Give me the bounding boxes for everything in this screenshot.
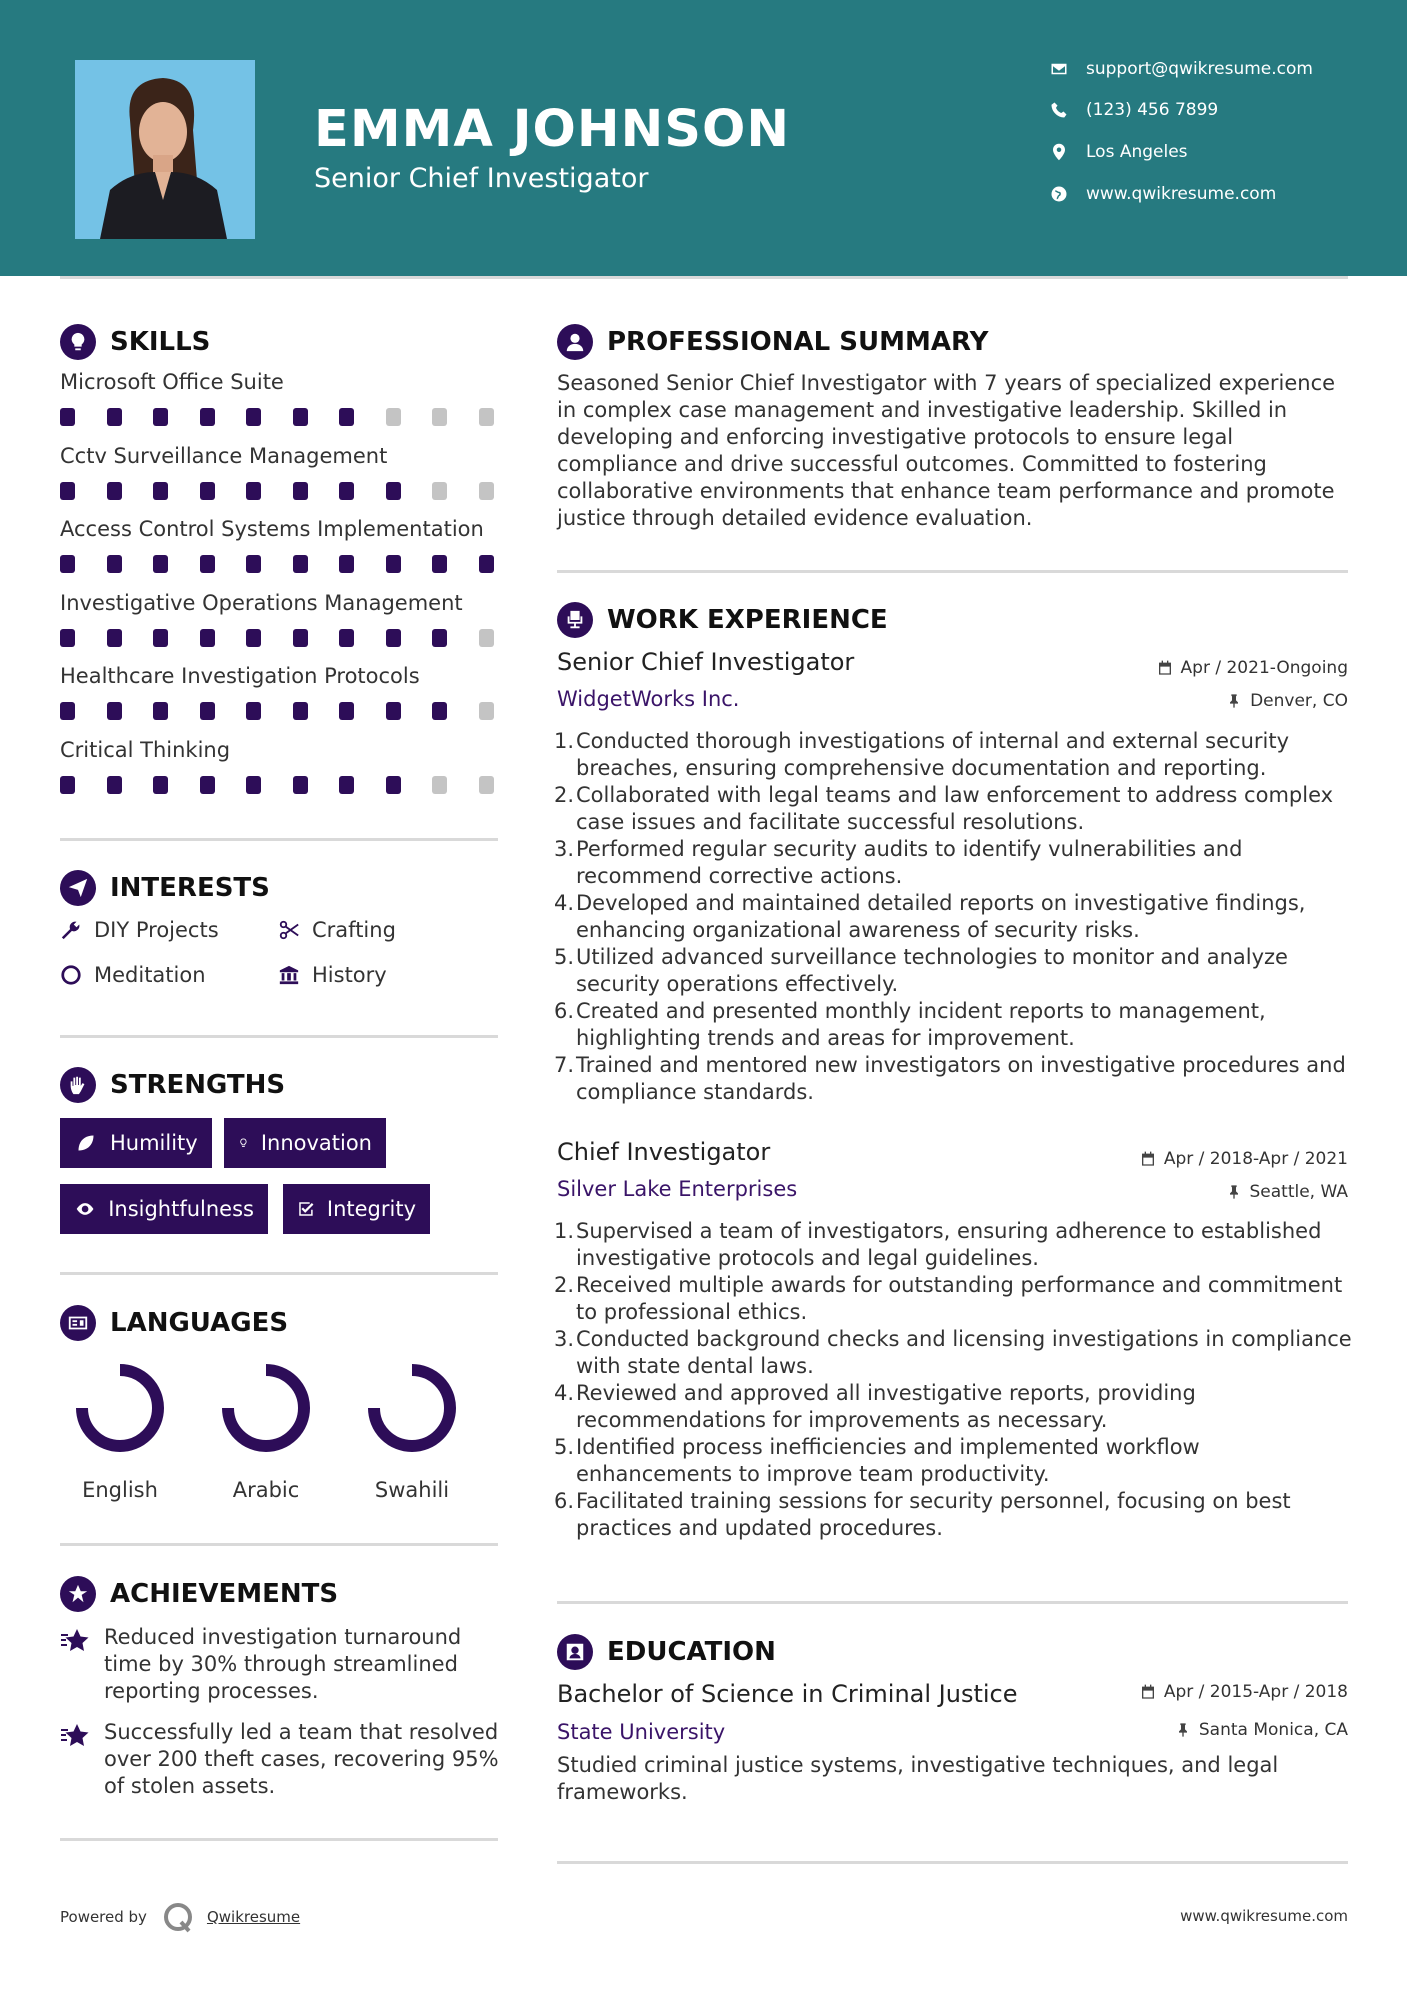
skill-dot	[246, 776, 261, 794]
skill-rating	[60, 702, 500, 720]
office-chair-icon	[557, 602, 593, 638]
strength-tag-innovation	[224, 1118, 386, 1168]
language-label: English	[82, 1478, 158, 1502]
skill-dot	[479, 555, 494, 573]
pushpin-icon	[1226, 1184, 1242, 1200]
bullet-number: 1.	[553, 729, 574, 753]
lightbulb-icon	[60, 324, 96, 360]
interests-divider	[60, 1035, 498, 1038]
job-location-text: Seattle, WA	[1249, 1182, 1348, 1202]
bullet-text: Trained and mentored new investigators on investigative procedures and compliance standards.	[576, 1053, 1346, 1104]
skill-dot	[479, 776, 494, 794]
strength-label: Insightfulness	[108, 1197, 254, 1221]
interest-label: DIY Projects	[94, 918, 219, 942]
bullet-text: Supervised a team of investigators, ensuring adherence to established investigative protocols and legal guidelines.	[576, 1219, 1322, 1270]
job-location	[1226, 1182, 1349, 1202]
paper-plane-icon	[60, 870, 96, 906]
skill-dot	[339, 555, 354, 573]
job-bullet	[552, 836, 1352, 890]
skill-name: Access Control Systems Implementation	[60, 517, 484, 541]
skill-dot	[107, 702, 122, 720]
id-card-icon	[60, 1305, 96, 1341]
skill-name: Healthcare Investigation Protocols	[60, 664, 420, 688]
strength-label: Integrity	[326, 1197, 416, 1221]
wrench-icon	[60, 919, 82, 941]
header-divider	[60, 276, 1348, 279]
skill-dot	[432, 555, 447, 573]
job-dates	[1140, 1149, 1348, 1169]
achievement-item	[60, 1624, 500, 1705]
education-location-text: Santa Monica, CA	[1198, 1720, 1348, 1740]
skill-name: Investigative Operations Management	[60, 590, 463, 615]
skill-dot	[107, 408, 122, 426]
education-description: Studied criminal justice systems, investigative techniques, and legal frameworks.	[557, 1753, 1279, 1804]
bullet-text: Conducted thorough investigations of internal and external security breaches, ensuring comprehensive documentation and reporting.	[576, 729, 1290, 780]
footer-brand-link[interactable]: Qwikresume	[206, 1908, 301, 1926]
skill-dot	[479, 408, 494, 426]
scissors-icon	[278, 919, 300, 941]
achievements-divider	[60, 1838, 498, 1841]
skills-heading	[60, 324, 210, 360]
pushpin-icon	[1226, 693, 1242, 709]
skill-dot	[107, 776, 122, 794]
job-bullet	[552, 1488, 1352, 1542]
job-dates-text: Apr / 2018-Apr / 2021	[1163, 1149, 1348, 1169]
skill-dot	[246, 408, 261, 426]
star-icon	[60, 1626, 90, 1656]
skill-rating	[60, 555, 500, 573]
language-level-arc	[374, 1370, 450, 1446]
star-icon	[60, 1721, 90, 1751]
strength-label: Humility	[110, 1131, 198, 1155]
skill-name: Critical Thinking	[60, 737, 231, 762]
phone-icon	[1050, 101, 1068, 119]
skill-dot	[246, 555, 261, 573]
strengths-heading	[60, 1067, 285, 1103]
bullet-text: Performed regular security audits to identify vulnerabilities and recommend corrective actions.	[576, 837, 1243, 888]
calendar-icon	[1157, 660, 1173, 676]
globe-icon	[1050, 185, 1068, 203]
skill-dot	[153, 776, 168, 794]
skill-dot	[339, 629, 354, 647]
skill-dot	[107, 555, 122, 573]
skill-dot	[479, 702, 494, 720]
job-title: Chief Investigator	[557, 1138, 771, 1166]
skill-dot	[386, 408, 401, 426]
raised-hand-icon	[60, 1067, 96, 1103]
bullet-text: Utilized advanced surveillance technologies to monitor and analyze security operations effectively.	[576, 945, 1288, 996]
skill-rating	[60, 482, 500, 500]
language-label: Swahili	[374, 1478, 450, 1502]
skill-dot	[153, 555, 168, 573]
skill-dot	[432, 482, 447, 500]
skill-dot	[479, 482, 494, 500]
languages-heading	[60, 1305, 288, 1341]
job-dates	[1157, 658, 1348, 678]
job-bullet	[552, 890, 1352, 944]
interests-heading-text: INTERESTS	[110, 873, 270, 903]
summary-heading-text: PROFESSIONAL SUMMARY	[607, 327, 989, 357]
education-heading	[557, 1634, 776, 1670]
job-bullet	[552, 1272, 1352, 1326]
skill-rating	[60, 776, 500, 794]
bullet-number: 1.	[553, 1219, 574, 1243]
achievement-text: Successfully led a team that resolved over 200 theft cases, recovering 95% of stolen assets.	[104, 1720, 499, 1798]
job-bullet	[552, 944, 1352, 998]
interest-meditation	[60, 963, 206, 987]
skill-rating	[60, 629, 500, 647]
strength-label: Innovation	[260, 1131, 372, 1155]
interest-crafting	[278, 918, 396, 942]
bullet-text: Facilitated training sessions for security personnel, focusing on best practices and updated procedures.	[576, 1489, 1291, 1540]
skill-dot	[339, 482, 354, 500]
contact-website-text: www.qwikresume.com	[1086, 184, 1277, 204]
user-icon	[557, 324, 593, 360]
candidate-name: EMMA JOHNSON	[314, 100, 791, 159]
job-bullet	[552, 728, 1352, 782]
interests-heading	[60, 870, 270, 906]
language-level-ring	[216, 1358, 316, 1458]
skill-dot	[293, 776, 308, 794]
bullet-number: 3.	[553, 837, 574, 861]
check-square-icon	[297, 1199, 315, 1219]
bullet-number: 2.	[553, 783, 574, 807]
skill-name: Cctv Surveillance Management	[60, 443, 388, 468]
bullet-text: Received multiple awards for outstanding performance and commitment to professional ethics.	[576, 1273, 1343, 1324]
skill-dot	[339, 776, 354, 794]
bullet-text: Identified process inefficiencies and implemented workflow enhancements to improve team productivity.	[576, 1435, 1200, 1486]
skill-dot	[200, 629, 215, 647]
star-badge-icon	[60, 1576, 96, 1612]
interest-history	[278, 963, 387, 987]
leaf-icon	[74, 1133, 98, 1153]
summary-text: Seasoned Senior Chief Investigator with 7 years of specialized experience in complex case management and investigative leadership. Skilled in developing and enforcing investigative protocols to ensure legal compliance and drive successful outcomes. Committed to fostering collaborative environments that enhance team performance and promote justice through detailed evidence evaluation.	[557, 371, 1336, 530]
language-level-arc	[228, 1370, 304, 1446]
bullet-text: Collaborated with legal teams and law enforcement to address complex case issues and facilitate successful resolutions.	[576, 783, 1334, 834]
experience-heading	[557, 602, 888, 638]
bullet-text: Developed and maintained detailed reports on investigative findings, enhancing organizational awareness of security risks.	[576, 891, 1306, 942]
bullet-number: 7.	[553, 1053, 574, 1077]
powered-by-text: Powered by	[60, 1908, 147, 1926]
skill-dot	[153, 629, 168, 647]
job-company: Silver Lake Enterprises	[557, 1177, 798, 1201]
job-location-text: Denver, CO	[1250, 691, 1348, 711]
footer-powered-by	[60, 1900, 300, 1934]
education-school: State University	[557, 1720, 726, 1744]
achievements-heading-text: ACHIEVEMENTS	[110, 1579, 339, 1609]
bullet-number: 2.	[553, 1273, 574, 1297]
lightbulb-icon	[238, 1133, 249, 1153]
skill-dot	[60, 408, 75, 426]
job-bullets	[552, 1218, 1352, 1542]
skill-dot	[293, 482, 308, 500]
skill-dot	[107, 482, 122, 500]
job-bullet	[552, 998, 1352, 1052]
language-item	[352, 1358, 472, 1502]
experience-heading-text: WORK EXPERIENCE	[607, 605, 888, 635]
skill-dot	[293, 629, 308, 647]
language-label: Arabic	[232, 1478, 300, 1502]
education-dates	[1140, 1682, 1348, 1702]
skill-dot	[293, 408, 308, 426]
job-title: Senior Chief Investigator	[557, 648, 855, 676]
strength-tag-humility	[60, 1118, 212, 1168]
language-level-ring	[362, 1358, 462, 1458]
bank-icon	[278, 964, 300, 986]
profile-photo	[75, 60, 255, 239]
pushpin-icon	[1175, 1722, 1191, 1738]
skill-dot	[386, 776, 401, 794]
skill-dot	[293, 702, 308, 720]
skill-dot	[479, 629, 494, 647]
education-heading-text: EDUCATION	[607, 1637, 776, 1667]
skill-dot	[60, 482, 75, 500]
contact-email-text: support@qwikresume.com	[1086, 59, 1313, 79]
job-bullet	[552, 1380, 1352, 1434]
education-location	[1175, 1720, 1348, 1740]
skill-dot	[153, 702, 168, 720]
strengths-divider	[60, 1272, 498, 1275]
skill-dot	[386, 555, 401, 573]
job-bullets	[552, 728, 1352, 1106]
skill-dot	[200, 555, 215, 573]
map-pin-icon	[1050, 143, 1068, 161]
contact-location-text: Los Angeles	[1086, 142, 1188, 162]
skill-dot	[200, 482, 215, 500]
skill-dot	[200, 776, 215, 794]
graduate-icon	[557, 1634, 593, 1670]
skill-dot	[246, 702, 261, 720]
languages-heading-text: LANGUAGES	[110, 1308, 289, 1338]
interest-label: History	[312, 963, 387, 987]
strength-tag-integrity	[283, 1184, 430, 1234]
skill-dot	[153, 408, 168, 426]
bullet-text: Conducted background checks and licensing investigations in compliance with state dental laws.	[576, 1327, 1352, 1378]
education-divider	[557, 1861, 1348, 1864]
circle-icon	[60, 964, 82, 986]
skill-dot	[107, 629, 122, 647]
summary-divider	[557, 570, 1348, 573]
skill-dot	[60, 629, 75, 647]
footer-website[interactable]: www.qwikresume.com	[1180, 1907, 1348, 1925]
job-bullet	[552, 1326, 1352, 1380]
skill-dot	[246, 629, 261, 647]
skill-rating	[60, 408, 500, 426]
bullet-text: Reviewed and approved all investigative reports, providing recommendations for improvements as necessary.	[576, 1381, 1196, 1432]
achievement-item	[60, 1719, 500, 1800]
interest-diy-projects	[60, 918, 219, 942]
skill-dot	[386, 629, 401, 647]
language-level-arc	[82, 1370, 158, 1446]
skill-dot	[153, 482, 168, 500]
skill-dot	[339, 702, 354, 720]
language-item	[60, 1358, 180, 1502]
skill-dot	[432, 408, 447, 426]
education-dates-text: Apr / 2015-Apr / 2018	[1163, 1682, 1348, 1702]
skill-dot	[432, 629, 447, 647]
achievement-text: Reduced investigation turnaround time by 30% through streamlined reporting processes.	[104, 1625, 462, 1703]
skills-divider	[60, 838, 498, 841]
job-bullet	[552, 1052, 1352, 1106]
skill-name: Microsoft Office Suite	[60, 370, 284, 394]
bullet-number: 4.	[553, 891, 574, 915]
bullet-number: 3.	[553, 1327, 574, 1351]
calendar-icon	[1140, 1684, 1156, 1700]
contact-website[interactable]	[1050, 184, 1276, 204]
skill-dot	[60, 776, 75, 794]
interest-label: Crafting	[312, 918, 396, 942]
job-location	[1226, 691, 1348, 711]
skill-dot	[432, 702, 447, 720]
skill-dot	[60, 555, 75, 573]
job-bullet	[552, 1434, 1352, 1488]
language-item	[206, 1358, 326, 1502]
bullet-number: 6.	[553, 999, 574, 1023]
skills-heading-text: SKILLS	[110, 327, 211, 357]
languages-divider	[60, 1543, 498, 1546]
header	[0, 0, 1407, 276]
bullet-number: 4.	[553, 1381, 574, 1405]
education-degree: Bachelor of Science in Criminal Justice	[557, 1680, 1018, 1708]
skill-dot	[200, 702, 215, 720]
skill-dot	[339, 408, 354, 426]
skill-dot	[432, 776, 447, 794]
bullet-text: Created and presented monthly incident reports to management, highlighting trends and areas for improvement.	[576, 999, 1266, 1050]
skill-dot	[60, 702, 75, 720]
experience-divider	[557, 1601, 1348, 1604]
contact-phone[interactable]	[1050, 100, 1218, 120]
contact-phone-text: (123) 456 7899	[1086, 100, 1219, 120]
language-level-ring	[70, 1358, 170, 1458]
interest-label: Meditation	[94, 963, 206, 987]
eye-icon	[74, 1199, 96, 1219]
bullet-number: 5.	[553, 1435, 574, 1459]
job-company: WidgetWorks Inc.	[557, 687, 740, 711]
calendar-icon	[1140, 1151, 1156, 1167]
achievements-heading	[60, 1576, 338, 1612]
summary-heading	[557, 324, 988, 360]
candidate-title: Senior Chief Investigator	[314, 163, 649, 194]
skill-dot	[293, 555, 308, 573]
bullet-number: 6.	[553, 1489, 574, 1513]
skill-dot	[200, 408, 215, 426]
skill-dot	[386, 482, 401, 500]
qwikresume-logo-icon	[161, 1900, 195, 1934]
skill-dot	[246, 482, 261, 500]
strength-tag-insightfulness	[60, 1184, 268, 1234]
job-dates-text: Apr / 2021-Ongoing	[1180, 658, 1348, 678]
skill-dot	[386, 702, 401, 720]
contact-location	[1050, 142, 1188, 162]
envelope-icon	[1050, 60, 1068, 78]
bullet-number: 5.	[553, 945, 574, 969]
contact-email[interactable]	[1050, 59, 1313, 79]
job-bullet	[552, 782, 1352, 836]
job-bullet	[552, 1218, 1352, 1272]
strengths-heading-text: STRENGTHS	[110, 1070, 286, 1100]
